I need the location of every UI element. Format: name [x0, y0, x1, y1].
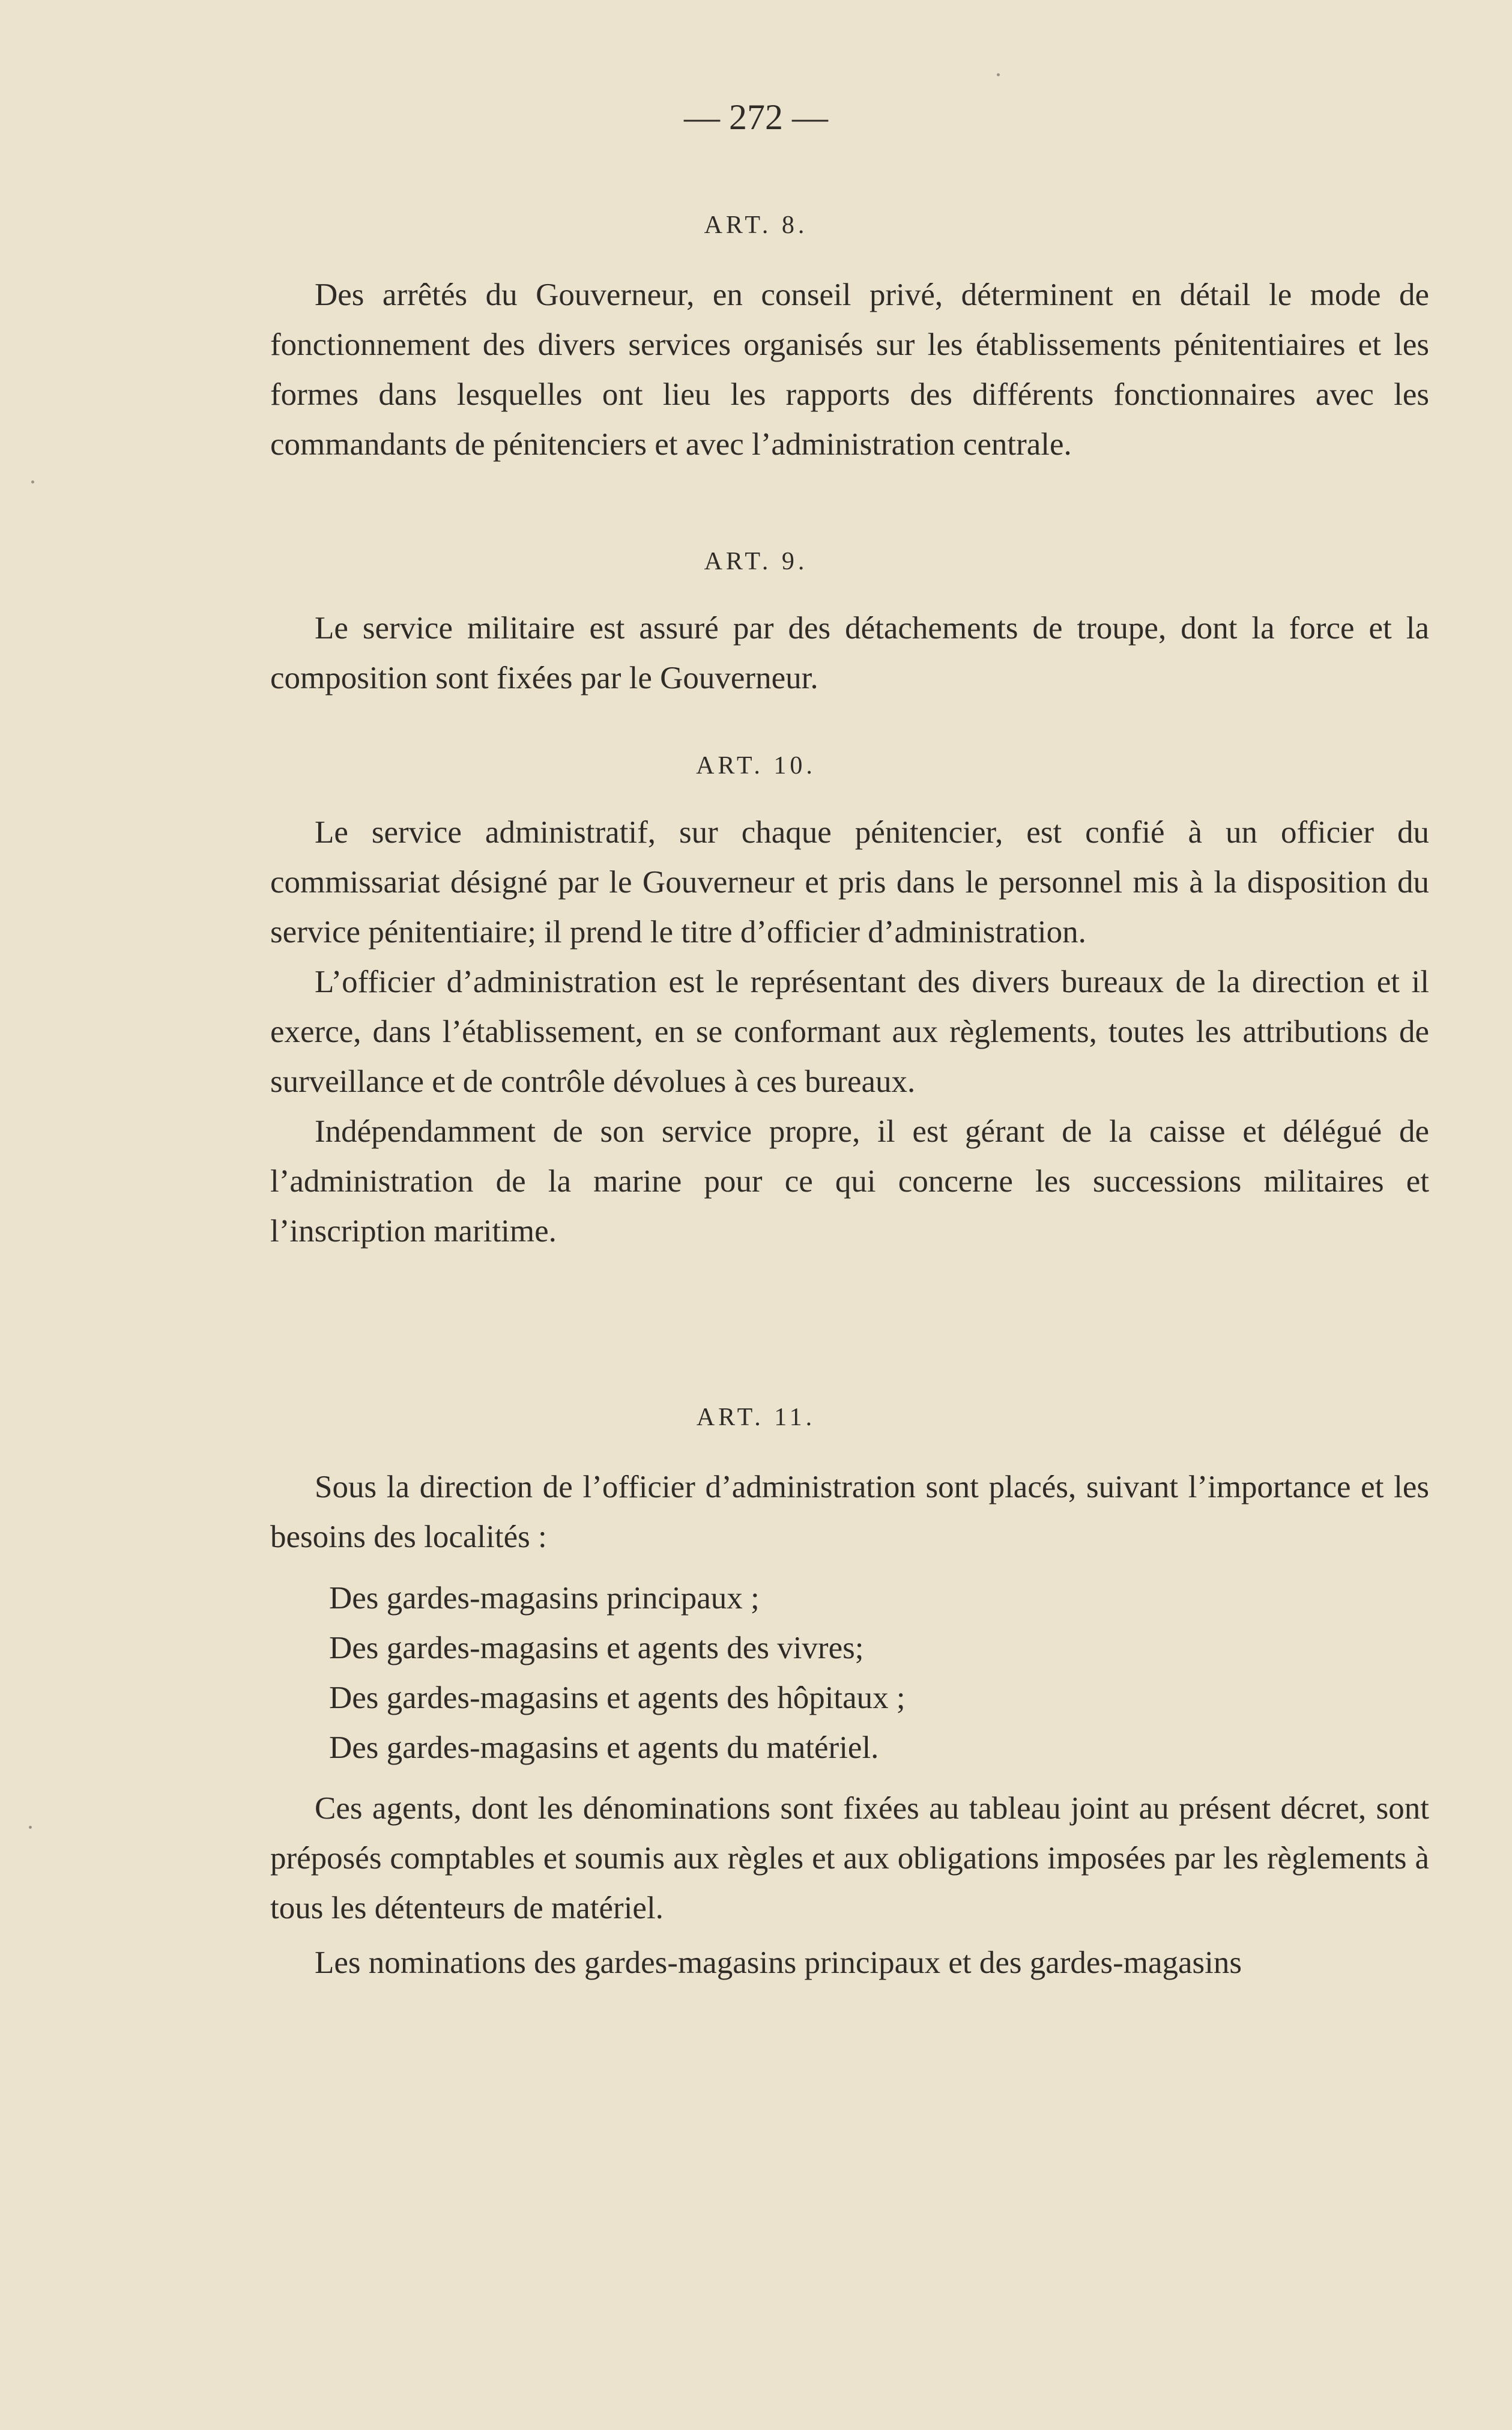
- article-11-paragraph-1: Ces agents, dont les dénominations sont fixées au tableau joint au présent décret, sont préposés comptables et soumis aux règles et aux obligations imposées par les règlements à tous les détenteurs de matériel.: [270, 1791, 1429, 1926]
- list-item: Des gardes-magasins principaux ;: [329, 1581, 760, 1616]
- list-item: Des gardes-magasins et agents des hôpitaux ;: [329, 1680, 906, 1715]
- paper-speck: [997, 73, 1000, 76]
- page-number: — 272 —: [684, 97, 828, 137]
- paper-speck: [31, 480, 34, 483]
- article-10-body: [270, 808, 1429, 1256]
- article-8-paragraph: Des arrêtés du Gouverneur, en conseil privé, déterminent en détail le mode de fonctionnement des divers services organisés sur les établissements pénitentiaires et les formes dans lesquelles ont lieu les rapports des différents fonctionnaires avec les commandants de pénitenciers et avec l’administration centrale.: [270, 277, 1429, 462]
- paper-speck: [29, 1826, 32, 1829]
- article-11-paragraph-2: Les nominations des gardes-magasins principaux et des gardes-magasins: [315, 1945, 1242, 1980]
- article-9-heading: ART. 9.: [704, 548, 808, 575]
- article-11-intro: [270, 1462, 1429, 1562]
- article-11-intro-paragraph: Sous la direction de l’officier d’administration sont placés, suivant l’importance et les besoins des localités :: [270, 1470, 1429, 1554]
- article-11-heading: ART. 11.: [696, 1404, 816, 1431]
- list-item: Des gardes-magasins et agents des vivres;: [329, 1631, 864, 1665]
- article-11-body: [270, 1784, 1429, 1988]
- article-9-paragraph: Le service militaire est assuré par des détachements de troupe, dont la force et la composition sont fixées par le Gouverneur.: [270, 611, 1429, 695]
- list-item: Des gardes-magasins et agents du matériel.: [329, 1730, 879, 1765]
- article-10-paragraph-1: Le service administratif, sur chaque pénitencier, est confié à un officier du commissariat désigné par le Gouverneur et pris dans le personnel mis à la disposition du service pénitentiaire; il prend le titre d’officier d’administration.: [270, 815, 1429, 950]
- article-9-body: [270, 604, 1429, 703]
- article-10-heading: ART. 10.: [696, 752, 816, 780]
- article-8-heading: ART. 8.: [704, 211, 808, 239]
- article-8-body: [270, 270, 1429, 470]
- article-10-paragraph-3: Indépendamment de son service propre, il est gérant de la caisse et délégué de l’administration de la marine pour ce qui concerne les successions militaires et l’inscription maritime.: [270, 1114, 1429, 1249]
- article-10-paragraph-2: L’officier d’administration est le représentant des divers bureaux de la direction et il exerce, dans l’établissement, en se conformant aux règlements, toutes les attributions de surveillance et de contrôle dévolues à ces bureaux.: [270, 965, 1429, 1099]
